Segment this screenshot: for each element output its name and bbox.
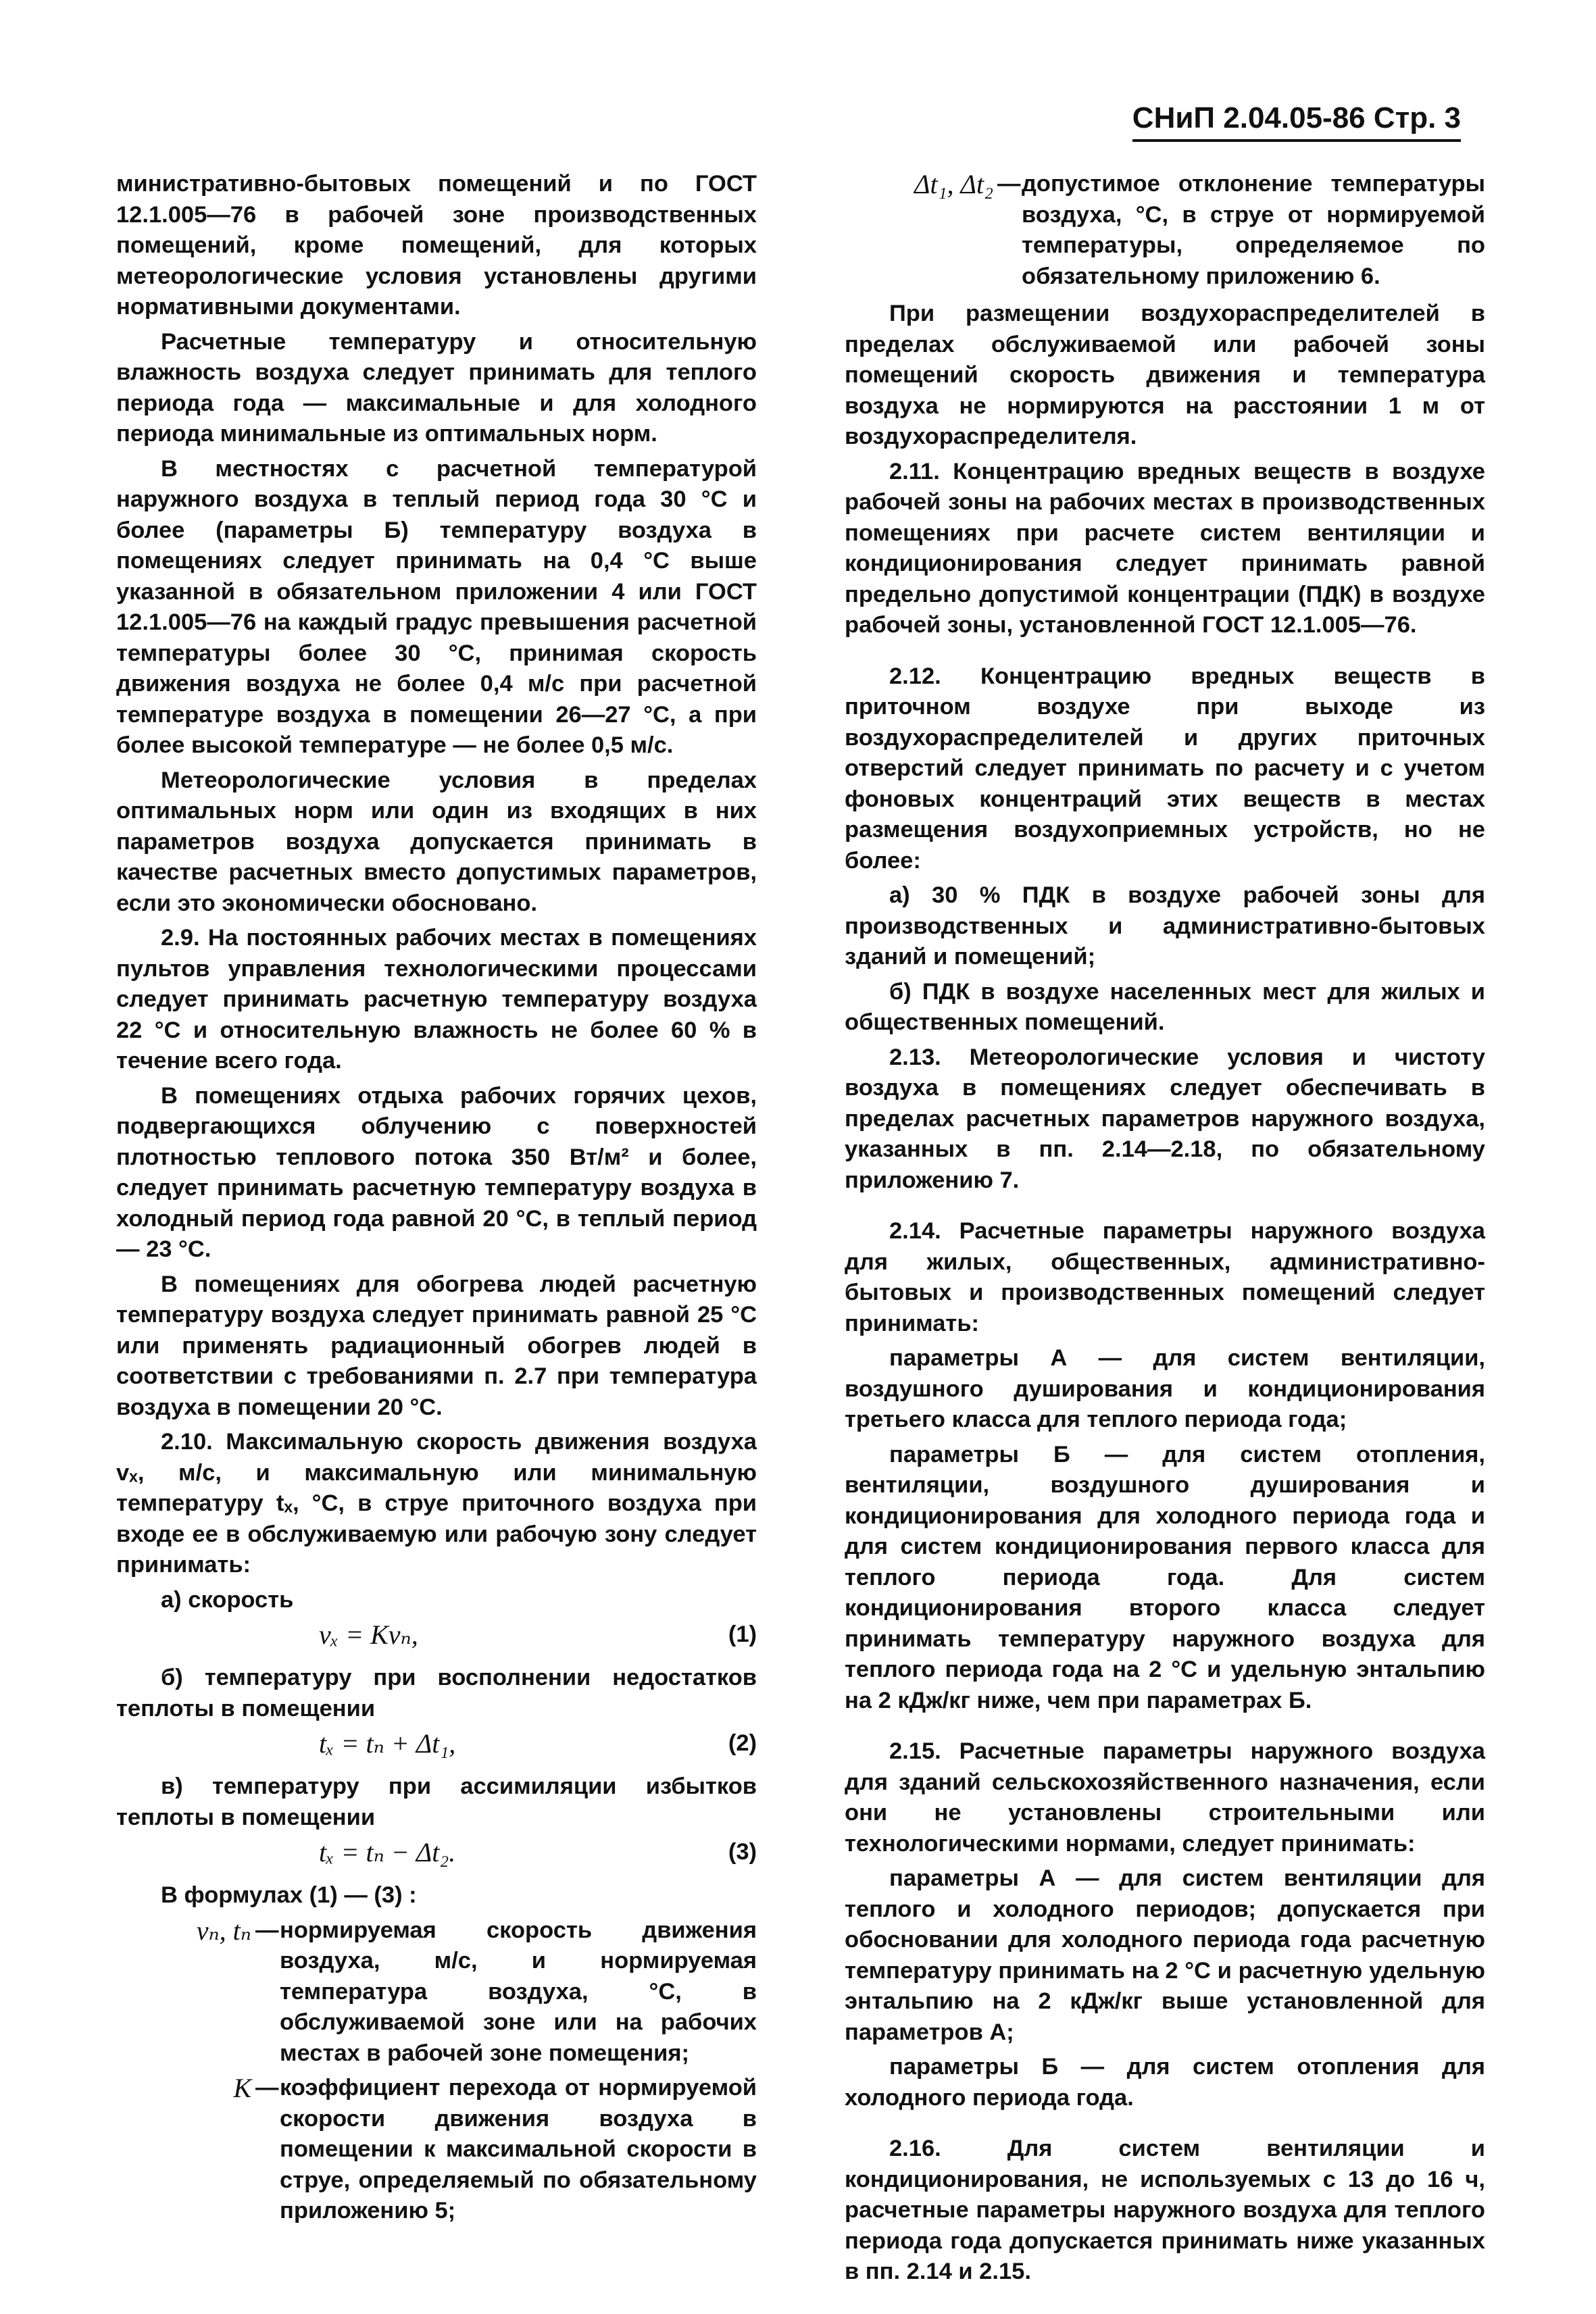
definition-vn-tn bbox=[116, 1915, 757, 2069]
formula-number: (2) bbox=[728, 1730, 757, 1756]
list-item: параметры Б — для систем отопления для холодного периода года. bbox=[845, 2054, 1485, 2111]
item-label: а) скорость bbox=[161, 1586, 294, 1613]
section-number: 2.15. bbox=[889, 1738, 941, 1764]
section-2-15 bbox=[845, 1736, 1485, 1859]
formula-number: (3) bbox=[728, 1839, 757, 1865]
section-2-12 bbox=[845, 661, 1485, 877]
section-2-16 bbox=[845, 2134, 1485, 2288]
page-header: СНиП 2.04.05-86 Стр. 3 bbox=[1132, 101, 1461, 142]
definition-dash: — bbox=[255, 2075, 279, 2101]
paragraph: министративно-бытовых помещений и по ГОСТ 12.1.005—76 в рабочей зоне производственных помещений, кроме помещений, для которых метеорологические условия установлены другими нормативными документами. bbox=[116, 171, 757, 320]
definition-text: допустимое отклонение температуры воздуха, °С, в струе от нормируемой температуры, определяемое по обязательному приложению 6. bbox=[1022, 171, 1485, 289]
definition-symbol: vₙ, tₙ bbox=[196, 1915, 251, 1946]
paragraph: Метеорологические условия в пределах оптимальных норм или один из входящих в них параметров воздуха допускается принимать в качестве расчетных вместо допустимых параметров, если это экономически обосновано. bbox=[116, 767, 757, 916]
formulas-intro: В формулах (1) — (3) : bbox=[161, 1882, 417, 1908]
section-number: 2.9. bbox=[161, 925, 200, 951]
paragraph: В помещениях отдыха рабочих горячих цехов, подвергающихся облучению с поверхностей плотностью теплового потока 350 Вт/м² и более, следует принимать расчетную температуру воздуха в холодный период года равной 20 °С, в теплый период — 23 °С. bbox=[116, 1082, 757, 1262]
list-item: параметры А — для систем вентиляции для теплого и холодного периодов; допускается при обосновании для холодного периода года расчетную температуру принимать на 2 °С и расчетную удельную энтальпию на 2 кДж/кг выше установленной для параметров А; bbox=[845, 1865, 1485, 2045]
formula-1 bbox=[116, 1619, 757, 1656]
formula-expression: tₓ = tₙ + Δt₁, bbox=[319, 1728, 456, 1759]
definition-text: коэффициент перехода от нормируемой скорости движения воздуха в помещении к максимальной скорости в струе, определяемый по обязательному приложению 5; bbox=[280, 2075, 757, 2223]
section-text: Расчетные параметры наружного воздуха для зданий сельскохозяйственного назначения, если они не установлены строительными или технологическими нормами, следует принимать: bbox=[845, 1738, 1485, 1857]
section-text: На постоянных рабочих местах в помещениях пультов управления технологическими процессами следует принимать расчетную температуру воздуха 22 °С и относительную влажность не более 60 % в течение всего года. bbox=[116, 925, 757, 1074]
formula-2 bbox=[116, 1728, 757, 1765]
section-number: 2.16. bbox=[889, 2136, 941, 2161]
section-text: Концентрацию вредных веществ в приточном воздухе при выходе из воздухораспределителей и других приточных отверстий следует принимать по расчету и с учетом фоновых концентраций этих веществ в местах размещения воздухоприемных устройств, но не более: bbox=[845, 663, 1485, 874]
definition-k bbox=[116, 2073, 757, 2227]
definition-dash: — bbox=[997, 171, 1021, 197]
section-text: Для систем вентиляции и кондиционирования, не используемых с 13 до 16 ч, расчетные параметры наружного воздуха для теплого периода года допускается принимать ниже указанных в пп. 2.14 и 2.15. bbox=[845, 2136, 1485, 2284]
formula-number: (1) bbox=[728, 1621, 757, 1647]
spacer bbox=[845, 1720, 1485, 1736]
formula-3 bbox=[116, 1837, 757, 1873]
section-number: 2.10. bbox=[161, 1429, 213, 1455]
section-text: Расчетные параметры наружного воздуха для жилых, общественных, административно-бытовых и производственных помещений следует принимать: bbox=[845, 1218, 1485, 1336]
paragraph: Расчетные температуру и относительную влажность воздуха следует принимать для теплого периода года — максимальные и для холодного периода минимальные из оптимальных норм. bbox=[116, 328, 757, 447]
left-column bbox=[116, 169, 757, 2231]
list-item: б) ПДК в воздухе населенных мест для жилых и общественных помещений. bbox=[845, 978, 1485, 1035]
section-text: Концентрацию вредных веществ в воздухе рабочей зоны на рабочих местах в производственных помещениях при расчете систем вентиляции и кондиционирования следует принимать равной предельно допустимой концентрации (ПДК) в воздухе рабочей зоны, установленной ГОСТ 12.1.005—76. bbox=[845, 458, 1485, 638]
section-number: 2.11. bbox=[889, 458, 940, 484]
section-number: 2.12. bbox=[889, 663, 941, 689]
section-2-13 bbox=[845, 1042, 1485, 1197]
formula-expression: vₓ = Kvₙ, bbox=[319, 1619, 418, 1650]
list-item: параметры Б — для систем отопления, вентиляции, воздушного душирования и кондиционирования для холодного периода года и для систем кондиционирования первого класса для теплого периода года. Для систем кондиционирования второго класса следует принимать температуру наружного воздуха для теплого периода года на 2 °С и удельную энтальпию на 2 кДж/кг ниже, чем при параметрах Б. bbox=[845, 1441, 1485, 1713]
definition-symbol: Δt₁, Δt₂ bbox=[914, 169, 993, 199]
section-number: 2.13. bbox=[889, 1044, 941, 1070]
paragraph: При размещении воздухораспределителей в пределах обслуживаемой или рабочей зоны помещений скорость движения и температура воздуха не нормируются на расстоянии 1 м от воздухораспределителя. bbox=[845, 301, 1485, 449]
section-2-14 bbox=[845, 1216, 1485, 1339]
definition-dash: — bbox=[255, 1917, 279, 1943]
definition-text: нормируемая скорость движения воздуха, м/с, и нормируемая температура воздуха, °С, в обслуживаемой зоне или на рабочих местах в рабочей зоне помещения; bbox=[280, 1917, 757, 2066]
right-column bbox=[845, 169, 1485, 2292]
section-2-11 bbox=[845, 457, 1485, 641]
spacer bbox=[845, 645, 1485, 661]
section-2-9 bbox=[116, 923, 757, 1077]
spacer bbox=[845, 2117, 1485, 2134]
spacer bbox=[845, 1200, 1485, 1216]
definition-symbol: K bbox=[233, 2073, 251, 2103]
paragraph: В местностях с расчетной температурой наружного воздуха в теплый период года 30 °С и более (параметры Б) температуру воздуха в помещениях следует принимать на 0,4 °С выше указанной в обязательном приложении 4 или ГОСТ 12.1.005—76 на каждый градус превышения расчетной температуры более 30 °С, принимая скорость движения воздуха не более 0,4 м/с при расчетной температуре воздуха в помещении 26—27 °С, а при более высокой температуре — не более 0,5 м/с. bbox=[116, 455, 757, 758]
list-item: а) 30 % ПДК в воздухе рабочей зоны для производственных и административно-бытовых зданий и помещений; bbox=[845, 882, 1485, 970]
section-text: Максимальную скорость движения воздуха vₓ, м/с, и максимальную или минимальную температуру tₓ, °С, в струе приточного воздуха при входе ее в обслуживаемую или рабочую зону следует принимать: bbox=[116, 1429, 757, 1578]
item-label: б) температуру при восполнении недостатков теплоты в помещении bbox=[116, 1665, 757, 1721]
section-number: 2.14. bbox=[889, 1218, 941, 1244]
definition-delta-t bbox=[845, 169, 1485, 292]
formula-expression: tₓ = tₙ − Δt₂. bbox=[319, 1837, 456, 1867]
item-label: в) температуру при ассимиляции избытков теплоты в помещении bbox=[116, 1774, 757, 1830]
list-item: параметры А — для систем вентиляции, воздушного душирования и кондиционирования третьего класса для теплого периода года; bbox=[845, 1345, 1485, 1432]
paragraph: В помещениях для обогрева людей расчетную температуру воздуха следует принимать равной 25 °С или применять радиационный обогрев людей в соответствии с требованиями п. 2.7 при температура воздуха в помещении 20 °С. bbox=[116, 1271, 757, 1420]
section-text: Метеорологические условия и чистоту воздуха в помещениях следует обеспечивать в пределах расчетных параметров наружного воздуха, указанных в пп. 2.14—2.18, по обязательному приложению 7. bbox=[845, 1044, 1485, 1193]
section-2-10 bbox=[116, 1427, 757, 1581]
